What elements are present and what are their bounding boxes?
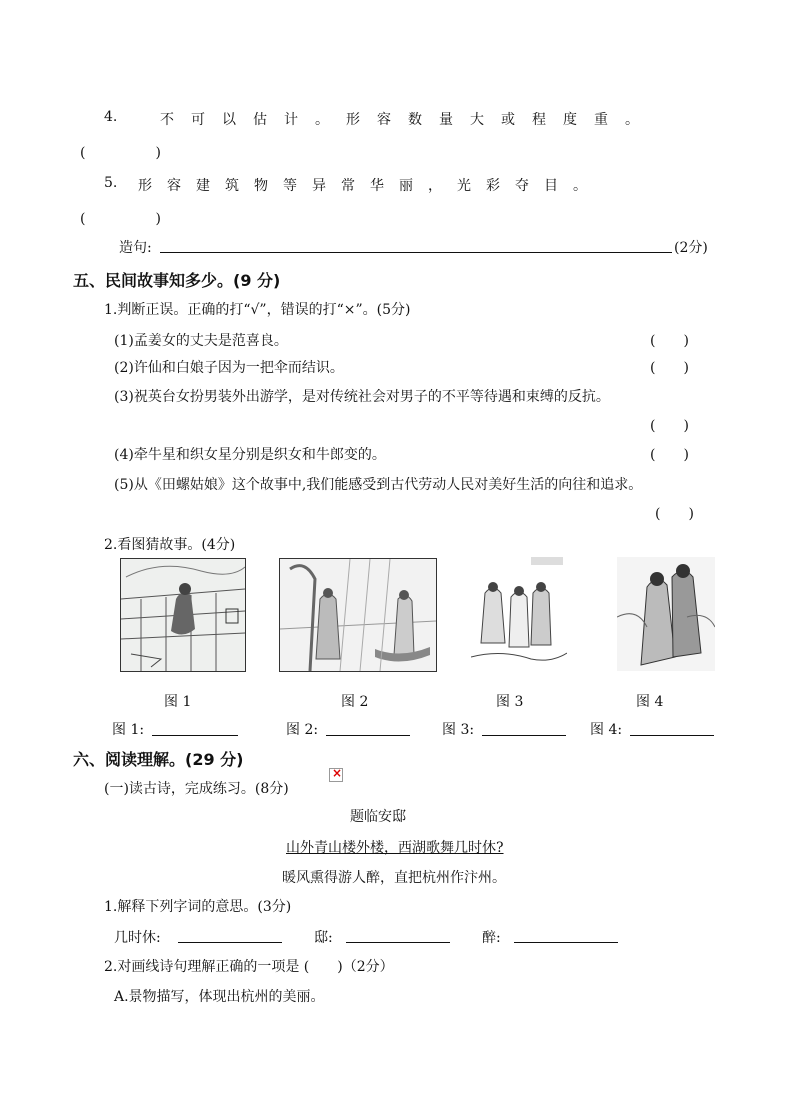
statement-3-answer[interactable]: ( ) [650, 418, 689, 434]
item-5-definition: 形容建筑物等异常华丽，光彩夺目。 [138, 178, 602, 194]
figure-1-caption: 图 1 [164, 694, 192, 710]
figure-3-answer-line[interactable] [482, 735, 566, 736]
figure-4-caption: 图 4 [636, 694, 664, 710]
item-5-number: 5. [104, 175, 118, 191]
figure-4-image [616, 556, 716, 672]
poem-line-2: 暖风熏得游人醉，直把杭州作汴州。 [282, 870, 506, 886]
word-2-answer-line[interactable] [346, 942, 450, 943]
section-6-title: 六、阅读理解。(29 分) [73, 750, 244, 769]
word-2-label: 邸: [314, 930, 333, 946]
figure-4-answer-line[interactable] [630, 735, 714, 736]
item-4-answer-blank[interactable]: ( ) [80, 145, 161, 161]
figure-3-answer-label: 图 3: [442, 722, 475, 738]
word-1-answer-line[interactable] [178, 942, 282, 943]
figure-1-answer-line[interactable] [152, 735, 238, 736]
figure-3-caption: 图 3 [496, 694, 524, 710]
section-5-title: 五、民间故事知多少。(9 分) [73, 271, 281, 290]
figure-1-image [120, 558, 246, 672]
sentence-label: 造句: [119, 240, 152, 256]
statement-3: (3)祝英台女扮男装外出游学，是对传统社会对男子的不平等待遇和束缚的反抗。 [114, 389, 610, 405]
statement-1: (1)孟姜女的丈夫是范喜良。 [114, 333, 288, 349]
figure-2-caption: 图 2 [341, 694, 369, 710]
figure-2-image [279, 558, 437, 672]
item-4-number: 4. [104, 109, 118, 125]
option-a[interactable]: A.景物描写，体现出杭州的美丽。 [114, 989, 325, 1005]
picture-question-stem: 2.看图猜故事。(4分) [104, 537, 236, 553]
item-5-answer-blank[interactable]: ( ) [80, 211, 161, 227]
figure-2-answer-line[interactable] [326, 735, 410, 736]
broken-image-icon: × [329, 768, 343, 782]
word-3-label: 醉: [482, 930, 501, 946]
judge-question-stem: 1.判断正误。正确的打“√”，错误的打“×”。(5分) [104, 302, 411, 318]
statement-4-answer[interactable]: ( ) [650, 447, 689, 463]
word-3-answer-line[interactable] [514, 942, 618, 943]
poem-title: 题临安邸 [350, 809, 406, 825]
poem-line-1-underlined: 山外青山楼外楼，西湖歌舞几时休? [286, 840, 504, 856]
statement-1-answer[interactable]: ( ) [650, 333, 689, 349]
sentence-score: (2分) [674, 240, 708, 256]
figure-4-answer-label: 图 4: [590, 722, 623, 738]
word-1-label: 几时休: [114, 930, 161, 946]
statement-2: (2)许仙和白娘子因为一把伞而结识。 [114, 360, 344, 376]
sentence-answer-line[interactable] [160, 252, 672, 253]
item-4-definition: 不可以估计。形容数量大或程度重。 [160, 112, 656, 128]
figure-1-answer-label: 图 1: [112, 722, 145, 738]
statement-5: (5)从《田螺姑娘》这个故事中,我们能感受到古代劳动人民对美好生活的向往和追求。 [114, 477, 643, 493]
statement-2-answer[interactable]: ( ) [650, 360, 689, 376]
figure-2-answer-label: 图 2: [286, 722, 319, 738]
figure-3-image [470, 552, 568, 672]
word-meaning-stem: 1.解释下列字词的意思。(3分) [104, 899, 292, 915]
ancient-poem-subtitle: (一)读古诗，完成练习。(8分) [104, 781, 289, 797]
statement-4: (4)牵牛星和织女星分别是织女和牛郎变的。 [114, 447, 386, 463]
poem-understanding-stem: 2.对画线诗句理解正确的一项是 ( )（2分） [104, 959, 394, 975]
statement-5-answer[interactable]: ( ) [655, 506, 694, 522]
